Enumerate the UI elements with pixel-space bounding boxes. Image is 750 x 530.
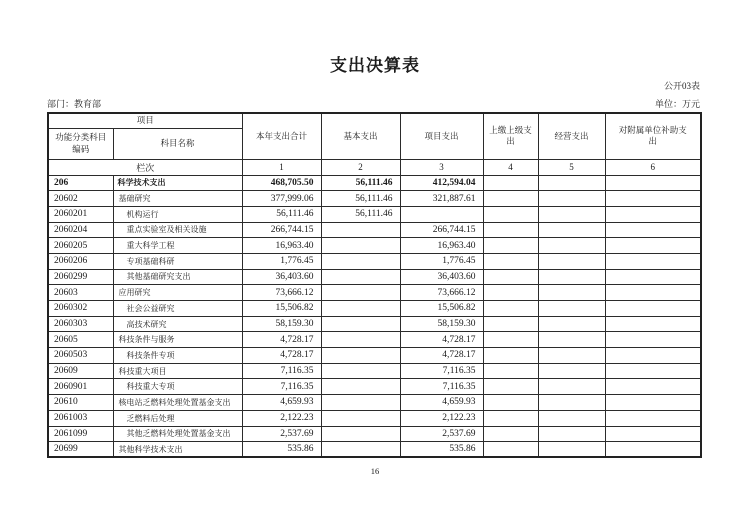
- cell-year-total: 2,122.23: [242, 410, 321, 426]
- table-body: [48, 175, 701, 457]
- cell-subsidy: [605, 269, 701, 285]
- cell-operating: [538, 348, 605, 364]
- cell-operating: [538, 379, 605, 395]
- cell-year-total: 4,728.17: [242, 348, 321, 364]
- header-code: 功能分类科目编码: [48, 128, 113, 159]
- cell-subsidy: [605, 426, 701, 442]
- cell-year-total: 4,728.17: [242, 332, 321, 348]
- page-number: 16: [370, 466, 380, 476]
- cell-subject-name: 科技重大专项: [113, 379, 242, 395]
- cell-subsidy: [605, 379, 701, 395]
- cell-subject-name: 其他乏燃料处理处置基金支出: [113, 426, 242, 442]
- cell-year-total: 2,537.69: [242, 426, 321, 442]
- table-row: [48, 442, 701, 458]
- cell-upper-level: [483, 175, 538, 191]
- cell-upper-level: [483, 285, 538, 301]
- cell-subject-name: 基础研究: [113, 191, 242, 207]
- cell-code: 2060299: [48, 269, 113, 285]
- cell-basic: [321, 363, 400, 379]
- table-row: [48, 191, 701, 207]
- cell-basic: [321, 426, 400, 442]
- cell-basic: [321, 238, 400, 254]
- cell-operating: [538, 285, 605, 301]
- cell-project: 7,116.35: [400, 363, 483, 379]
- cell-code: 2061099: [48, 426, 113, 442]
- cell-subsidy: [605, 175, 701, 191]
- cell-project: 4,728.17: [400, 348, 483, 364]
- column-number-4: 4: [483, 159, 538, 175]
- cell-upper-level: [483, 316, 538, 332]
- cell-operating: [538, 238, 605, 254]
- cell-year-total: 56,111.46: [242, 206, 321, 222]
- cell-year-total: 535.86: [242, 442, 321, 458]
- table-row: [48, 222, 701, 238]
- cell-basic: [321, 410, 400, 426]
- table-row: [48, 269, 701, 285]
- table-row: [48, 332, 701, 348]
- cell-subsidy: [605, 222, 701, 238]
- table-header: [48, 113, 701, 175]
- cell-operating: [538, 206, 605, 222]
- cell-year-total: 7,116.35: [242, 379, 321, 395]
- cell-project: 266,744.15: [400, 222, 483, 238]
- cell-basic: [321, 316, 400, 332]
- cell-year-total: 266,744.15: [242, 222, 321, 238]
- cell-upper-level: [483, 206, 538, 222]
- cell-project: 1,776.45: [400, 253, 483, 269]
- cell-basic: [321, 222, 400, 238]
- cell-upper-level: [483, 410, 538, 426]
- cell-code: 2061003: [48, 410, 113, 426]
- cell-operating: [538, 222, 605, 238]
- cell-subject-name: 乏燃料后处理: [113, 410, 242, 426]
- cell-subject-name: 机构运行: [113, 206, 242, 222]
- cell-project: 36,403.60: [400, 269, 483, 285]
- unit-label: 单位：万元: [654, 99, 700, 109]
- header-subsidy: 对附属单位补助支出: [605, 113, 701, 159]
- header-basic: 基本支出: [321, 113, 400, 159]
- column-number-6: 6: [605, 159, 701, 175]
- cell-code: 20699: [48, 442, 113, 458]
- cell-subject-name: 应用研究: [113, 285, 242, 301]
- cell-subsidy: [605, 285, 701, 301]
- cell-year-total: 377,999.06: [242, 191, 321, 207]
- table-row: [48, 301, 701, 317]
- cell-code: 2060901: [48, 379, 113, 395]
- header-subject-name: 科目名称: [113, 128, 242, 159]
- cell-basic: [321, 253, 400, 269]
- cell-year-total: 4,659.93: [242, 395, 321, 411]
- cell-subsidy: [605, 410, 701, 426]
- cell-subsidy: [605, 348, 701, 364]
- cell-year-total: 73,666.12: [242, 285, 321, 301]
- cell-code: 2060206: [48, 253, 113, 269]
- cell-operating: [538, 332, 605, 348]
- cell-code: 20610: [48, 395, 113, 411]
- cell-upper-level: [483, 253, 538, 269]
- page-title: 支出决算表: [330, 56, 420, 75]
- cell-basic: [321, 348, 400, 364]
- cell-code: 2060302: [48, 301, 113, 317]
- cell-operating: [538, 395, 605, 411]
- table-row: [48, 379, 701, 395]
- cell-year-total: 58,159.30: [242, 316, 321, 332]
- table-row: [48, 363, 701, 379]
- cell-code: 2060204: [48, 222, 113, 238]
- cell-subject-name: 社会公益研究: [113, 301, 242, 317]
- cell-upper-level: [483, 348, 538, 364]
- cell-code: 2060503: [48, 348, 113, 364]
- cell-year-total: 36,403.60: [242, 269, 321, 285]
- header-rank-label: 栏次: [48, 159, 242, 175]
- cell-basic: 56,111.46: [321, 191, 400, 207]
- table-code-label: 公开03表: [663, 81, 700, 91]
- cell-subsidy: [605, 395, 701, 411]
- cell-basic: [321, 395, 400, 411]
- cell-project: 4,728.17: [400, 332, 483, 348]
- table-row: [48, 175, 701, 191]
- table-row: [48, 206, 701, 222]
- cell-code: 20609: [48, 363, 113, 379]
- cell-project: [400, 206, 483, 222]
- header-project-group: 项目: [48, 113, 242, 128]
- cell-upper-level: [483, 395, 538, 411]
- cell-subsidy: [605, 363, 701, 379]
- cell-project: 16,963.40: [400, 238, 483, 254]
- cell-basic: [321, 379, 400, 395]
- cell-subject-name: 专项基础科研: [113, 253, 242, 269]
- cell-subject-name: 其他科学技术支出: [113, 442, 242, 458]
- cell-upper-level: [483, 332, 538, 348]
- column-number-2: 2: [321, 159, 400, 175]
- cell-project: 2,537.69: [400, 426, 483, 442]
- cell-upper-level: [483, 238, 538, 254]
- cell-project: 15,506.82: [400, 301, 483, 317]
- cell-subject-name: 科学技术支出: [113, 175, 242, 191]
- cell-subsidy: [605, 253, 701, 269]
- cell-upper-level: [483, 301, 538, 317]
- cell-project: 535.86: [400, 442, 483, 458]
- cell-subject-name: 科技条件专项: [113, 348, 242, 364]
- cell-project: 58,159.30: [400, 316, 483, 332]
- cell-subsidy: [605, 442, 701, 458]
- cell-operating: [538, 191, 605, 207]
- cell-operating: [538, 301, 605, 317]
- cell-subject-name: 其他基础研究支出: [113, 269, 242, 285]
- column-number-1: 1: [242, 159, 321, 175]
- cell-project: 412,594.04: [400, 175, 483, 191]
- cell-operating: [538, 253, 605, 269]
- cell-project: 2,122.23: [400, 410, 483, 426]
- cell-operating: [538, 316, 605, 332]
- department-label: 部门：教育部: [47, 99, 102, 109]
- cell-operating: [538, 269, 605, 285]
- cell-subject-name: 核电站乏燃料处理处置基金支出: [113, 395, 242, 411]
- cell-subject-name: 高技术研究: [113, 316, 242, 332]
- cell-code: 2060201: [48, 206, 113, 222]
- cell-operating: [538, 363, 605, 379]
- header-project-expenditure: 项目支出: [400, 113, 483, 159]
- cell-upper-level: [483, 269, 538, 285]
- cell-project: 4,659.93: [400, 395, 483, 411]
- cell-subject-name: 重大科学工程: [113, 238, 242, 254]
- cell-code: 2060205: [48, 238, 113, 254]
- cell-subsidy: [605, 332, 701, 348]
- cell-code: 206: [48, 175, 113, 191]
- cell-basic: [321, 269, 400, 285]
- cell-basic: 56,111.46: [321, 206, 400, 222]
- cell-subsidy: [605, 206, 701, 222]
- cell-subsidy: [605, 301, 701, 317]
- cell-upper-level: [483, 426, 538, 442]
- header-operating: 经营支出: [538, 113, 605, 159]
- cell-operating: [538, 410, 605, 426]
- cell-upper-level: [483, 363, 538, 379]
- cell-code: 2060303: [48, 316, 113, 332]
- cell-basic: [321, 332, 400, 348]
- cell-subsidy: [605, 316, 701, 332]
- cell-subject-name: 科技重大项目: [113, 363, 242, 379]
- table-row: [48, 253, 701, 269]
- cell-subject-name: 科技条件与服务: [113, 332, 242, 348]
- table-row: [48, 238, 701, 254]
- cell-subject-name: 重点实验室及相关设施: [113, 222, 242, 238]
- header-year-total: 本年支出合计: [242, 113, 321, 159]
- table-row: [48, 316, 701, 332]
- cell-year-total: 1,776.45: [242, 253, 321, 269]
- cell-subsidy: [605, 191, 701, 207]
- cell-operating: [538, 426, 605, 442]
- cell-upper-level: [483, 442, 538, 458]
- table-row: [48, 410, 701, 426]
- table-row: [48, 285, 701, 301]
- header-upper-level: 上缴上级支出: [483, 113, 538, 159]
- cell-year-total: 16,963.40: [242, 238, 321, 254]
- table-row: [48, 395, 701, 411]
- expenditure-table: [47, 112, 702, 458]
- cell-year-total: 15,506.82: [242, 301, 321, 317]
- cell-upper-level: [483, 222, 538, 238]
- cell-upper-level: [483, 191, 538, 207]
- cell-basic: [321, 442, 400, 458]
- cell-project: 73,666.12: [400, 285, 483, 301]
- cell-year-total: 468,705.50: [242, 175, 321, 191]
- cell-operating: [538, 175, 605, 191]
- cell-basic: [321, 301, 400, 317]
- cell-subsidy: [605, 238, 701, 254]
- column-number-5: 5: [538, 159, 605, 175]
- cell-project: 321,887.61: [400, 191, 483, 207]
- cell-basic: 56,111.46: [321, 175, 400, 191]
- table-row: [48, 426, 701, 442]
- cell-code: 20602: [48, 191, 113, 207]
- cell-upper-level: [483, 379, 538, 395]
- cell-year-total: 7,116.35: [242, 363, 321, 379]
- cell-code: 20605: [48, 332, 113, 348]
- column-number-3: 3: [400, 159, 483, 175]
- cell-operating: [538, 442, 605, 458]
- table-row: [48, 348, 701, 364]
- cell-basic: [321, 285, 400, 301]
- cell-project: 7,116.35: [400, 379, 483, 395]
- cell-code: 20603: [48, 285, 113, 301]
